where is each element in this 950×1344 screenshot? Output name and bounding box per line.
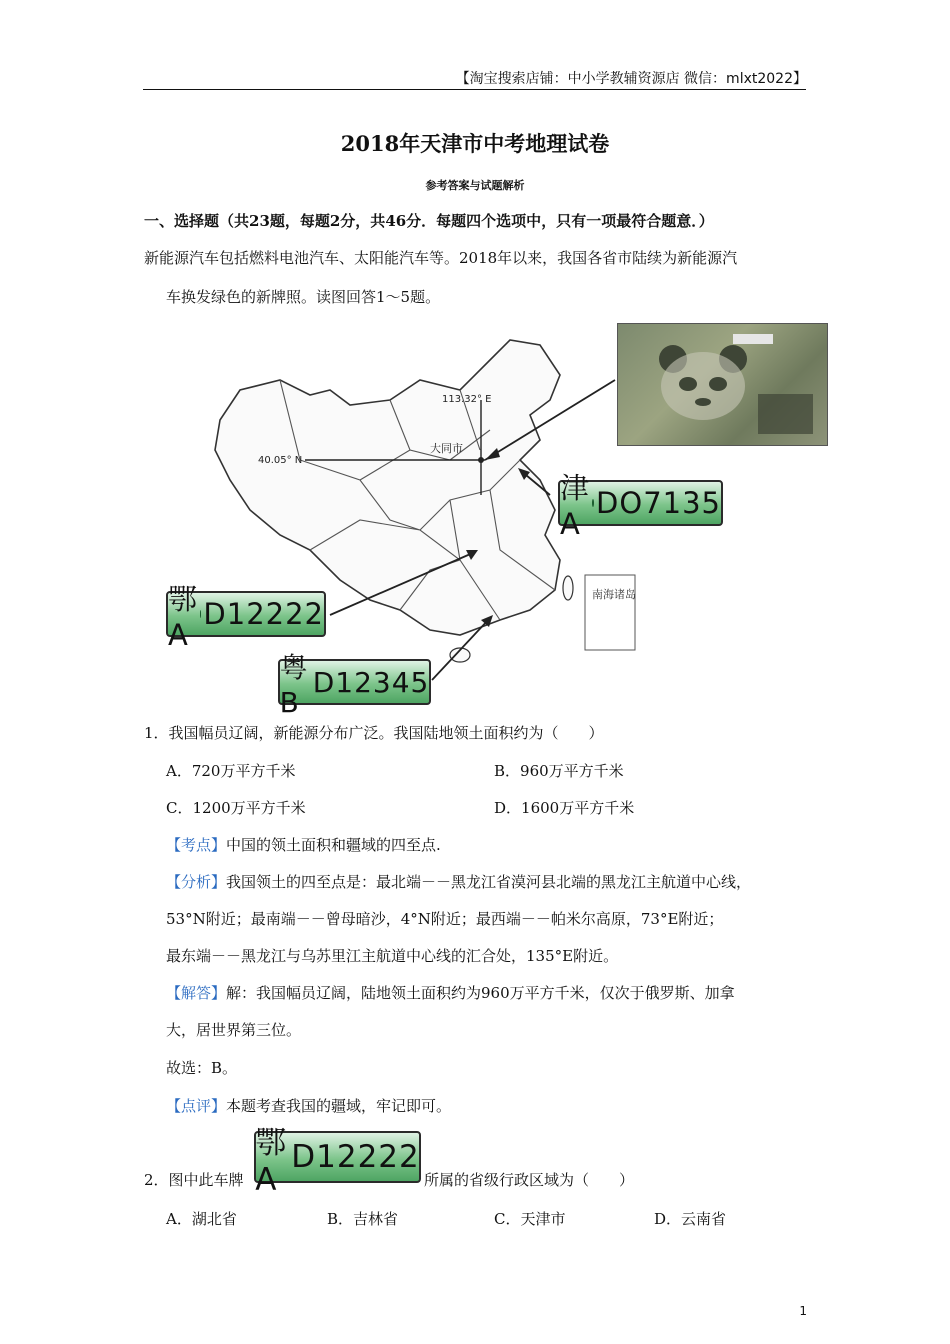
plate-guangdong-prefix: 粤B: [279, 650, 309, 719]
section-heading: 一、选择题（共23题，每题2分，共46分．每题四个选项中，只有一项最符合题意．）: [144, 212, 714, 230]
q1-fenxi-1: [166, 871, 751, 892]
header-divider: [143, 89, 806, 90]
q2-option-b: B．吉林省: [327, 1210, 399, 1228]
jieda-tag: 【解答】: [166, 984, 227, 1002]
longitude-label: 113.32° E: [442, 394, 492, 405]
q1-jieda-2: 大，居世界第三位。: [166, 1021, 302, 1039]
intro-line-2: 车换发绿色的新牌照。读图回答1～5题。: [166, 288, 441, 306]
q1-stem: 1．我国幅员辽阔，新能源分布广泛。我国陆地领土面积约为（ ）: [144, 724, 604, 742]
plate-hubei-prefix: 鄂A: [168, 581, 199, 652]
q1-kaodian: [166, 834, 441, 855]
fenxi-text-1: 我国领土的四至点是：最北端－－黑龙江省漠河县北端的黑龙江主航道中心线，: [226, 873, 752, 891]
page-subtitle: 参考答案与试题解析: [425, 179, 525, 192]
kaodian-text: 中国的领土面积和疆域的四至点.: [226, 836, 441, 854]
scs-label: 南海诸岛: [592, 588, 636, 601]
q2-plate-prefix: 鄂A: [255, 1124, 288, 1198]
q2-option-a: A．湖北省: [166, 1210, 237, 1228]
page-number: 1: [799, 1304, 807, 1318]
panda-solar-photo: [617, 323, 828, 446]
datong-marker: [478, 457, 484, 463]
q2-stem-before: 2．图中此车牌: [144, 1171, 244, 1189]
jieda-text-1: 解：我国幅员辽阔，陆地领土面积约为960万平方千米，仅次于俄罗斯、加拿: [226, 984, 735, 1002]
plate-dot-icon: [200, 610, 201, 618]
plate-tianjin-prefix: 津A: [560, 470, 591, 541]
page-title: 2018年天津市中考地理试卷: [340, 131, 610, 156]
fenxi-tag: 【分析】: [166, 873, 227, 891]
south-china-sea-inset: [585, 575, 635, 650]
dianping-text: 本题考查我国的疆域，牢记即可。: [226, 1097, 452, 1115]
kaodian-tag: 【考点】: [166, 836, 227, 854]
q2-plate-hubei: [254, 1124, 421, 1198]
plate-tianjin-number: DO7135: [596, 486, 721, 520]
q1-fenxi-3: 最东端－－黑龙江与乌苏里江主航道中心线的汇合处，135°E附近。: [166, 947, 619, 965]
plate-guangdong-number: D12345: [312, 665, 430, 699]
q1-jieda-1: [166, 982, 735, 1003]
q1-dianping: [166, 1095, 451, 1116]
plate-hubei-number: D12222: [203, 597, 324, 631]
q2-option-d: D．云南省: [654, 1210, 727, 1228]
q1-option-a: A．720万平方千米: [166, 762, 296, 780]
q2-stem-after: 所属的省级行政区域为（ ）: [424, 1171, 635, 1189]
datong-label: 大同市: [430, 442, 463, 455]
intro-line-1: 新能源汽车包括燃料电池汽车、太阳能汽车等。2018年以来，我国各省市陆续为新能源汽: [144, 249, 738, 267]
dianping-tag: 【点评】: [166, 1097, 227, 1115]
plate-dot-icon: [592, 499, 594, 507]
q1-fenxi-2: 53°N附近；最南端－－曾母暗沙，4°N附近；最西端－－帕米尔高原，73°E附近；: [166, 910, 724, 928]
q2-option-c: C．天津市: [494, 1210, 566, 1228]
plate-guangdong: [278, 650, 431, 719]
plate-tianjin: [558, 470, 723, 541]
panda-pattern: [618, 324, 827, 445]
plate-hubei: [166, 581, 326, 652]
q2-plate-number: D12222: [291, 1139, 420, 1175]
latitude-label: 40.05° N: [258, 455, 303, 466]
taiwan-island: [563, 576, 573, 600]
header-note: 【淘宝搜索店铺：中小学教辅资源店 微信：mlxt2022】: [455, 71, 807, 87]
q1-option-d: D．1600万平方千米: [494, 799, 635, 817]
q1-option-c: C．1200万平方千米: [166, 799, 306, 817]
q1-option-b: B．960万平方千米: [494, 762, 624, 780]
q1-answer: 故选：B。: [166, 1059, 238, 1077]
